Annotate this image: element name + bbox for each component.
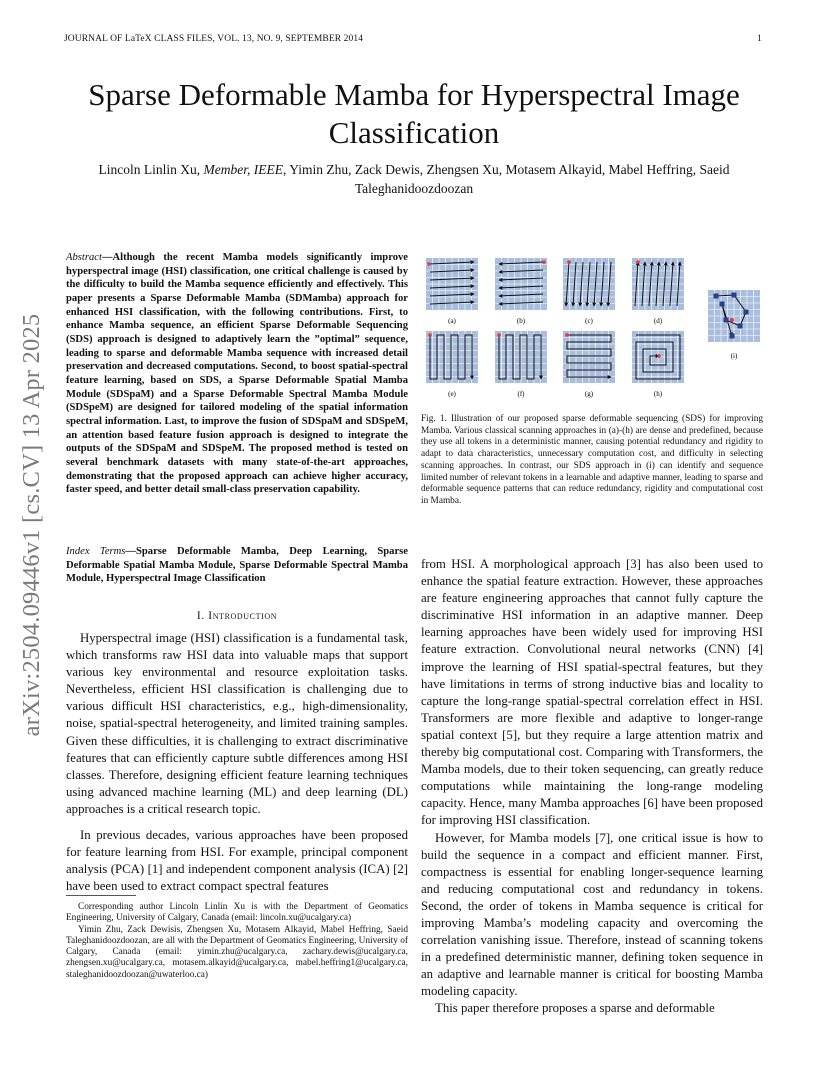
footnote <box>66 902 408 981</box>
abstract <box>66 251 408 497</box>
panel-f-start <box>497 333 501 337</box>
right-column-text <box>421 556 763 1018</box>
footnote-corresponding-author: Corresponding author Lincoln Linlin Xu is with the Department of Geomatics Engineering, University of Calgary, Canada (email: lincoln.xu@ucalgary.ca) <box>66 902 408 924</box>
panel-h-start <box>657 354 661 358</box>
author-first: Lincoln Linlin Xu, <box>98 162 201 177</box>
page-number: 1 <box>757 34 762 44</box>
footnote-affiliations: Yimin Zhu, Zack Dewisis, Zhengsen Xu, Motasem Alkayid, Mabel Heffring, Saeid Taleghanidoozdoozan, are all with the Department of Geomatics Engineering, University of Calgary, Canada (email: yimin.zhu@ucalgary.ca, zachary.dewis@ucalgary.ca, zhengsen.xu@ucalgary.ca, motasem.alkayid@ucalgary.ca, mabel.heffring1@ucalgary.ca, staleghanidoozdoozan@uwaterloo.ca) <box>66 924 408 980</box>
panel-i-token <box>732 293 737 298</box>
intro-paragraph-1: Hyperspectral image (HSI) classification is a fundamental task, which transforms raw HSI data into valuable maps that support various key environmental and resource exploitation tasks. Nevertheless, efficient HSI classification is challenging due to various difficult HSI characteristics, e.g., high-dimensionality, noise, spatial-spectral heterogeneity, and limited training samples. Given these difficulties, it is challenging to extract discriminative features that can efficiently capture subtle differences among HSI classes. Therefore, designing efficient feature learning techniques using advanced machine learning (ML) and deep learning (DL) approaches is a critical research topic. <box>66 631 408 816</box>
panel-i-start <box>730 318 734 322</box>
panel-d-start <box>636 260 640 264</box>
intro-paragraph-2: In previous decades, various approaches have been proposed for feature learning from HSI. For example, principal component analysis (PCA) [1] and independent component analysis (ICA) [2] have been used to extract compact spectral features <box>66 828 408 894</box>
figure-caption: Fig. 1. Illustration of our proposed sparse deformable sequencing (SDS) for improving Mamba. Various classical scanning approaches in (a)-(h) are dense and predefined, because they use all tokens in a deterministic manner, causing potential redundancy and rigidity to adapt to data characteristics, unnecessary computation cost, and difficulty in selecting scanning approaches. In contrast, our SDS approach in (i) can identify and sequence limited number of relevant tokens in a learnable and adaptive manner, leading to sparse and deformable sequence patterns that can reduce redundancy, rigidity and computational cost in Mamba. <box>421 414 763 506</box>
arxiv-stamp-text: arXiv:2504.09446v1 [cs.CV] 13 Apr 2025 <box>18 313 45 737</box>
footnote-divider <box>66 895 136 896</box>
panel-label-c: (c) <box>585 317 593 325</box>
panel-label-d: (d) <box>653 317 663 325</box>
panel-c-start <box>567 260 571 264</box>
author-list <box>40 160 788 198</box>
panel-i-token <box>744 310 749 315</box>
index-terms-text: —Sparse Deformable Mamba, Deep Learning, Sparse Deformable Spatial Mamba Module, Sparse Deformable Spectral Mamba Module, Hyperspectral Image Classification <box>66 546 408 585</box>
panel-i-token <box>738 324 743 329</box>
panel-g-start <box>565 333 569 337</box>
right-paragraph-2: However, for Mamba models [7], one critical issue is how to build the sequence in a compact and efficient manner. First, compactness is essential for enabling longer-sequence learning and reducing computational cost and redundancy in tokens. Second, the order of tokens in Mamba sequence is critical for improving Mamba’s modeling capacity and overcoming the correlation vanishing issue. Therefore, instead of scanning tokens in a predefined deterministic manner, defining token sequence in an adaptive and learnable manner is critical for boosting Mamba modeling capacity. <box>421 830 763 999</box>
right-paragraph-1: from HSI. A morphological approach [3] has also been used to enhance the spatial feature extraction. However, these approaches are feature engineering approaches that cannot fully capture the discriminative HSI information in an adaptive manner. Deep learning approaches have been widely used for improving HSI feature extraction. Convolutional neural networks (CNN) [4] improve the learning of HSI spatial-spectral features, but they have limitations in terms of strong inductive bias and locality to capture the long-range spatial-spectral correlation effect in HSI. Transformers are more flexible and adaptive to longer-range spatial context [5], but they require a large attention matrix and thereby big computational cost. Comparing with Transformers, the Mamba models, due to their token sequencing, can greatly reduce computations while maintaining the long-range modeling capacity. Hence, many Mamba approaches [6] have been proposed for improving HSI classification. <box>421 557 763 828</box>
abstract-label: Abstract <box>66 252 102 263</box>
panel-label-e: (e) <box>448 390 456 398</box>
scanning-panels <box>426 258 760 383</box>
panel-i-token <box>714 294 719 299</box>
section-heading <box>66 610 408 622</box>
panel-e-start <box>428 333 432 337</box>
panel-i-token <box>720 302 725 307</box>
paper-title: Sparse Deformable Mamba for Hyperspectral Image Classification <box>88 77 740 150</box>
panel-label-g: (g) <box>584 390 594 398</box>
author-membership: Member, IEEE <box>203 162 283 177</box>
panel-label-a: (a) <box>448 317 456 325</box>
panel-a-start <box>427 262 431 266</box>
panel-label-h: (h) <box>653 390 663 398</box>
arxiv-stamp <box>10 285 54 765</box>
panel-label-b: (b) <box>516 317 526 325</box>
journal-header: JOURNAL OF LaTeX CLASS FILES, VOL. 13, NO. 9, SEPTEMBER 2014 <box>64 34 364 44</box>
section-number: I. <box>196 610 205 622</box>
panel-label-f: (f) <box>517 390 525 398</box>
panel-i-token <box>730 334 735 339</box>
section-title: Introduction <box>208 610 278 622</box>
author-rest: , Yimin Zhu, Zack Dewis, Zhengsen Xu, Motasem Alkayid, Mabel Heffring, Saeid Taleghanidoozdoozan <box>282 162 730 196</box>
panel-b-start <box>542 260 546 264</box>
figure-1-scanning-illustration <box>421 253 771 403</box>
panel-i-token <box>724 318 729 323</box>
panel-label-i: (i) <box>730 352 738 360</box>
index-terms <box>66 545 408 586</box>
abstract-text: —Although the recent Mamba models significantly improve hyperspectral image (HSI) classification, one critical challenge is caused by the difficulty to build the Mamba sequence efficiently and effectively. This paper presents a Sparse Deformable Mamba (SDMamba) approach for enhanced HSI classification, with the following contributions. First, to enhance Mamba sequence, an efficient Sparse Deformable Sequencing (SDS) approach is designed to adaptively learn the ”optimal” sequence, leading to sparse and deformable Mamba sequence with increased detail preservation and decreased computations. Second, to boost spatial-spectral feature learning, based on SDS, a Sparse Deformable Spatial Mamba Module (SDSpaM) and a Sparse Deformable Spectral Mamba Module (SDSpeM) are designed for tailored modeling of the spatial information spectral information. Last, to improve the fusion of SDSpaM and SDSpeM, an attention based feature fusion approach is designed to integrate the outputs of the SDSpaM and SDSpeM. The proposed method is tested on several benchmark datasets with many state-of-the-art approaches, demonstrating that the proposed approach can achieve higher accuracy, faster speed, and better detail small-class preservation capability. <box>66 252 408 496</box>
right-paragraph-3: This paper therefore proposes a sparse and deformable <box>435 1001 715 1016</box>
index-terms-label: Index Terms <box>66 546 126 557</box>
